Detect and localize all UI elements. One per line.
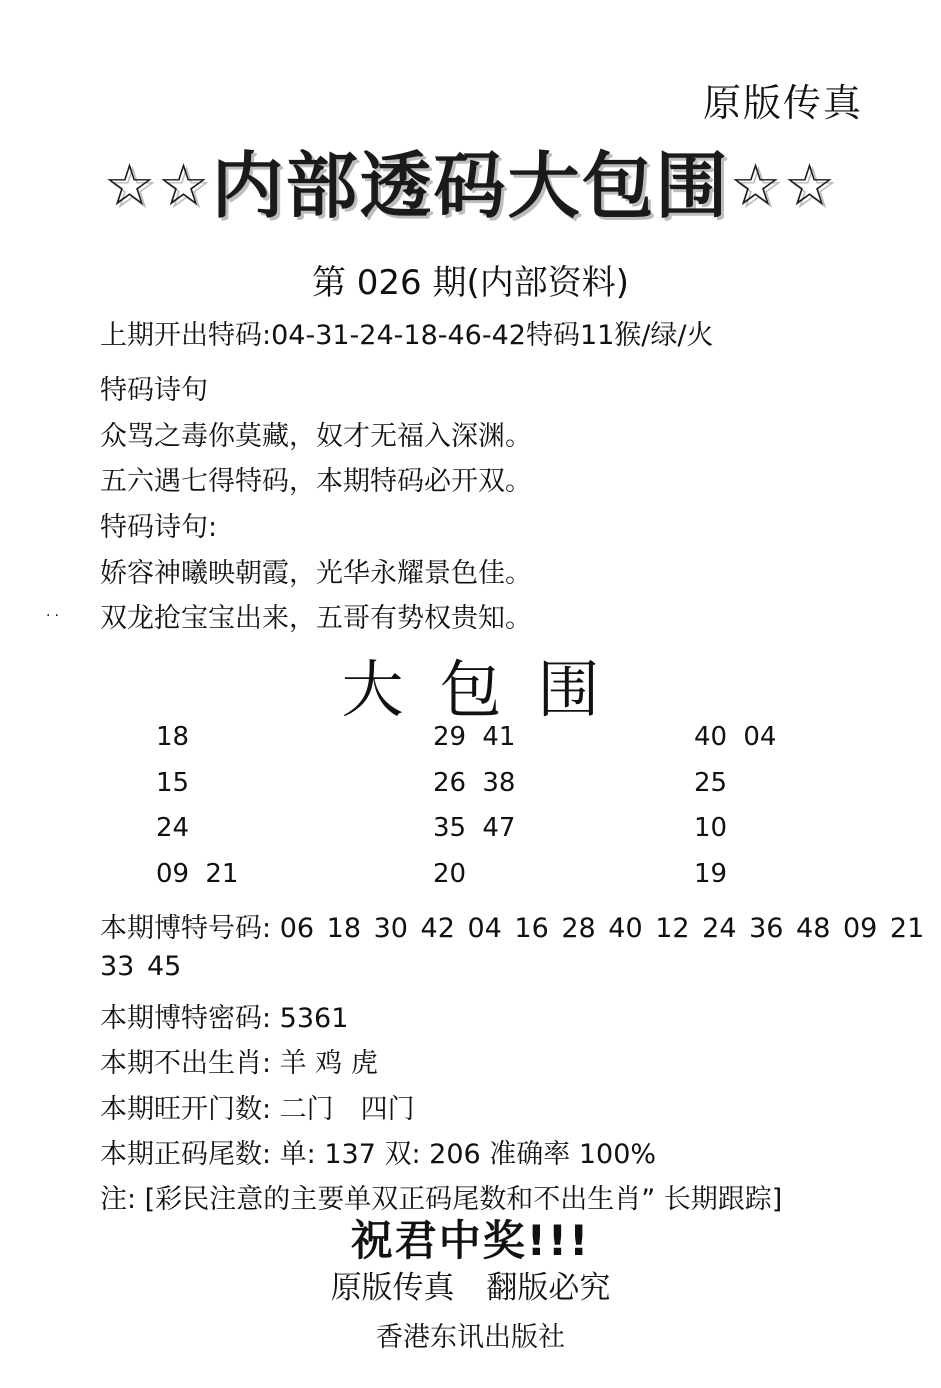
grid-cell: 25 xyxy=(694,768,728,798)
last-draw-line: 上期开出特码:04-31-24-18-46-42特码11猴/绿/火 xyxy=(100,320,714,351)
publisher: 香港东讯出版社 xyxy=(376,1322,565,1353)
grid-cell: 20 xyxy=(433,859,467,889)
number-grid xyxy=(156,722,856,902)
grid-cell: 24 xyxy=(156,813,190,843)
fax-label: 原版传真 xyxy=(702,81,863,125)
special-numbers-line-1 xyxy=(100,906,924,945)
secret-code-line: 本期博特密码: 5361 xyxy=(100,1003,349,1034)
grid-cell: 09 21 xyxy=(156,859,239,889)
no-zodiac-line: 本期不出生肖: 羊 鸡 虎 xyxy=(100,1048,378,1079)
big-heading: 大包围 xyxy=(341,653,636,726)
issue-line: 第 026 期(内部资料) xyxy=(311,263,630,303)
note-line: 注: [彩民注意的主要单双正码尾数和不出生肖” 长期跟踪] xyxy=(100,1184,783,1215)
main-title xyxy=(0,128,941,232)
grid-cell: 18 xyxy=(156,722,190,752)
tail-numbers-line: 本期正码尾数: 单: 137 双: 206 准确率 100% xyxy=(100,1139,657,1170)
special-numbers-line-2: 33 45 xyxy=(100,951,182,982)
stray-dots: .. xyxy=(46,604,63,620)
star-icon-right: ☆☆ xyxy=(729,151,838,219)
grid-cell: 40 04 xyxy=(694,722,777,752)
special-numbers-label: 本期博特号码: xyxy=(100,913,272,944)
poem1-heading: 特码诗句 xyxy=(100,375,208,406)
hot-gates-line: 本期旺开门数: 二门 四门 xyxy=(100,1094,415,1125)
poem2-heading: 特码诗句: xyxy=(100,512,218,543)
copyright-line: 原版传真 翻版必究 xyxy=(330,1270,611,1306)
poem1-line-1: 众骂之毒你莫藏，奴才无福入深渊。 xyxy=(100,421,532,452)
blessing: 祝君中奖!!! xyxy=(350,1216,591,1265)
special-numbers-values: 06 18 30 42 04 16 28 40 12 24 36 48 09 21 xyxy=(279,913,925,944)
grid-cell: 10 xyxy=(694,813,728,843)
poem2-line-1: 娇容神曦映朝霞，光华永耀景色佳。 xyxy=(100,558,532,589)
poem1-line-2: 五六遇七得特码，本期特码必开双。 xyxy=(100,466,532,497)
grid-cell: 15 xyxy=(156,768,190,798)
grid-cell: 29 41 xyxy=(433,722,516,752)
grid-cell: 26 38 xyxy=(433,768,516,798)
poem2-line-2: 双龙抢宝宝出来，五哥有势权贵知。 xyxy=(100,603,532,634)
grid-cell: 35 47 xyxy=(433,813,516,843)
star-icon-left: ☆☆ xyxy=(103,151,212,219)
grid-cell: 19 xyxy=(694,859,728,889)
title-text: 内部透码大包围 xyxy=(211,144,730,228)
